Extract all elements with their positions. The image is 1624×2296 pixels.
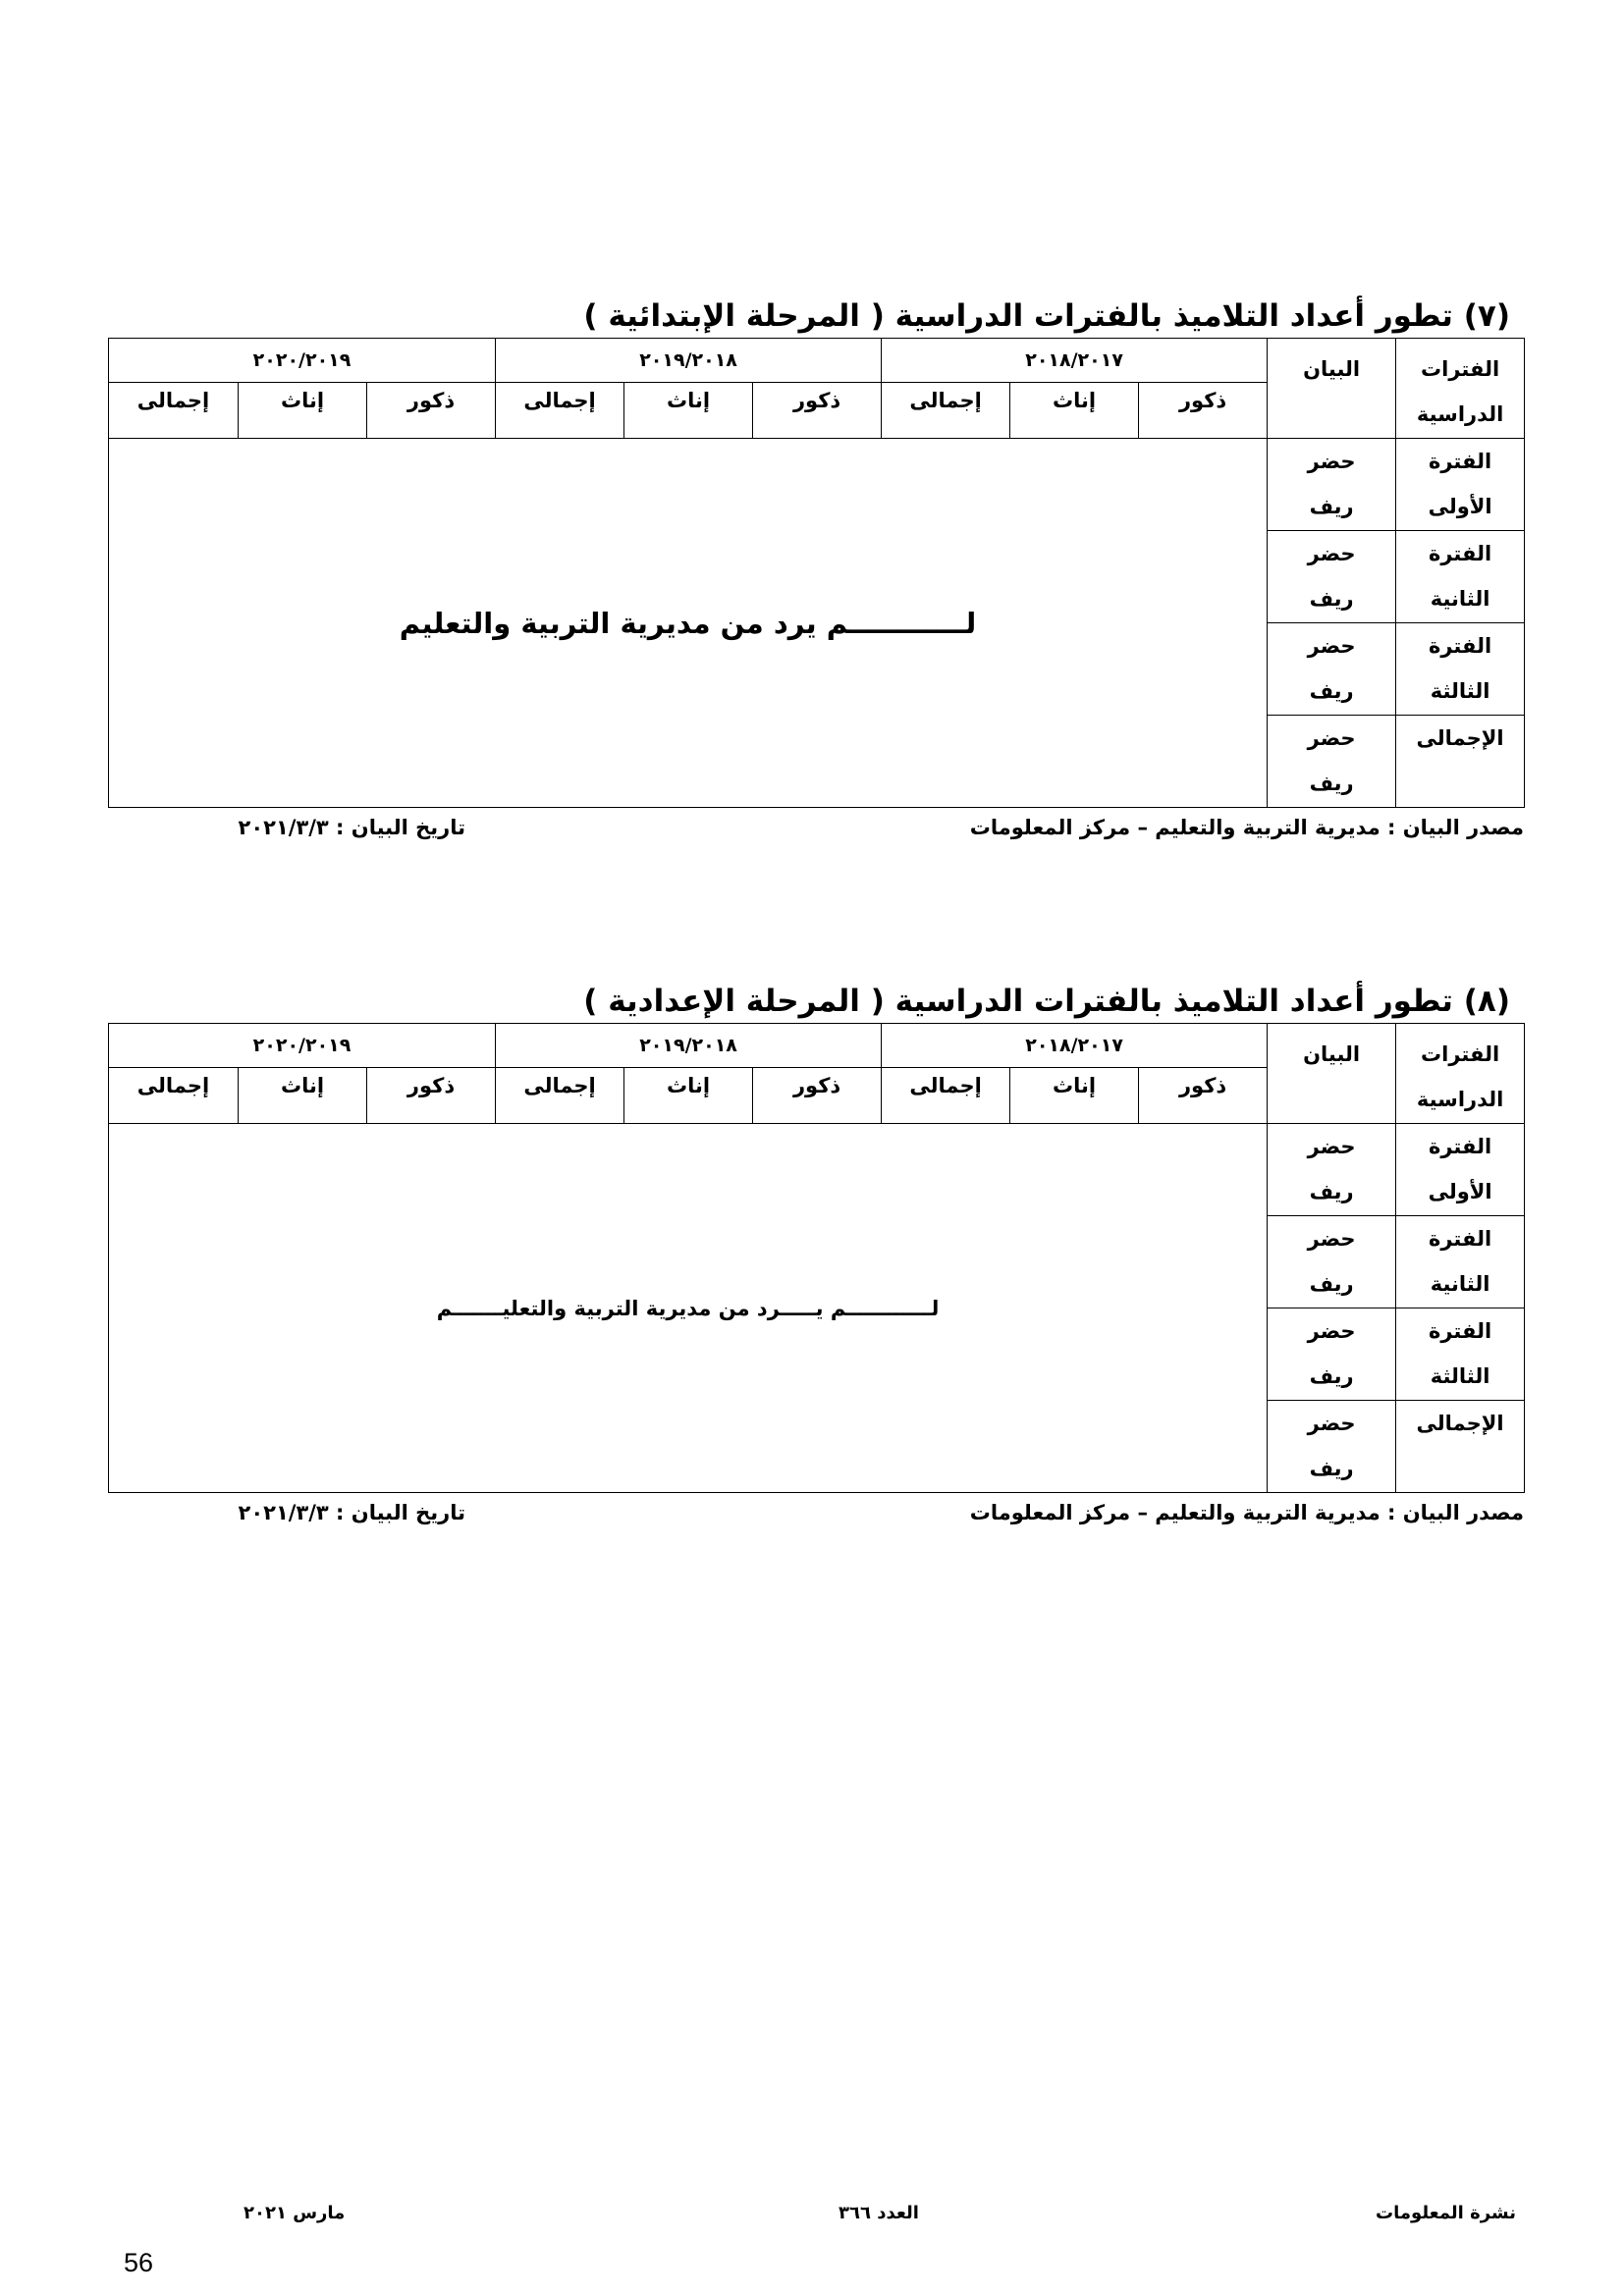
statement-header-label: البيان: [1303, 357, 1361, 381]
area-cell: حضر ريف: [1268, 1216, 1396, 1308]
females-header: إناث: [624, 383, 753, 439]
area-cell: حضر ريف: [1268, 439, 1396, 531]
males-header: ذكور: [367, 1068, 496, 1124]
footer-month: مارس ٢٠٢١: [244, 2203, 346, 2223]
year-header: ٢٠١٩/٢٠١٨: [496, 339, 882, 383]
total-header: إجمالى: [496, 1068, 624, 1124]
date-text: تاريخ البيان : ٢٠٢١/٣/٣: [238, 1501, 465, 1524]
females-header: إناث: [624, 1068, 753, 1124]
source-text: مصدر البيان : مديرية التربية والتعليم – مركز المعلومات: [969, 1501, 1524, 1524]
period-cell: الفترة الثالثة: [1396, 623, 1525, 716]
periods-header-line2: الدراسية: [1416, 402, 1504, 426]
source-line: [108, 1501, 1524, 1540]
total-header: إجمالى: [496, 383, 624, 439]
females-header: إناث: [239, 383, 367, 439]
statement-header: [1268, 339, 1396, 439]
students-table-preparatory: [108, 1023, 1525, 1493]
females-header: إناث: [239, 1068, 367, 1124]
page-number: 56: [124, 2248, 154, 2277]
footer-publication: نشرة المعلومات: [1376, 2203, 1516, 2223]
total-header: إجمالى: [109, 383, 239, 439]
statement-header: [1268, 1024, 1396, 1124]
year-header: ٢٠٢٠/٢٠١٩: [109, 1024, 496, 1068]
periods-header-line1: الفترات: [1421, 1042, 1500, 1066]
periods-header-line1: الفترات: [1421, 357, 1500, 381]
no-data-notice: لــــــــــــم يـــــرد من مديرية التربية والتعليـــــــم: [109, 1124, 1268, 1493]
area-cell: حضر ريف: [1268, 531, 1396, 623]
periods-header: [1396, 339, 1525, 439]
table-title: (٨) تطور أعداد التلاميذ بالفترات الدراسية ( المرحلة الإعدادية ): [583, 984, 1510, 1019]
period-cell: الفترة الأولى: [1396, 439, 1525, 531]
no-data-notice: لــــــــــــم يرد من مديرية التربية والتعليم: [109, 439, 1268, 808]
total-header: إجمالى: [882, 1068, 1010, 1124]
period-cell: الإجمالى: [1396, 1401, 1525, 1493]
source-line: [108, 816, 1524, 855]
date-text: تاريخ البيان : ٢٠٢١/٣/٣: [238, 816, 465, 839]
table-row: [109, 439, 1525, 531]
area-cell: حضر ريف: [1268, 1401, 1396, 1493]
females-header: إناث: [1010, 1068, 1139, 1124]
table-section-preparatory: [108, 980, 1524, 1540]
males-header: ذكور: [753, 1068, 882, 1124]
period-cell: الفترة الأولى: [1396, 1124, 1525, 1216]
area-cell: حضر ريف: [1268, 1124, 1396, 1216]
total-header: إجمالى: [109, 1068, 239, 1124]
area-cell: حضر ريف: [1268, 716, 1396, 808]
period-cell: الفترة الثانية: [1396, 1216, 1525, 1308]
period-cell: الإجمالى: [1396, 716, 1525, 808]
table-row: [109, 1124, 1525, 1216]
period-cell: الفترة الثالثة: [1396, 1308, 1525, 1401]
males-header: ذكور: [1139, 1068, 1268, 1124]
area-cell: حضر ريف: [1268, 623, 1396, 716]
females-header: إناث: [1010, 383, 1139, 439]
statement-header-label: البيان: [1303, 1042, 1361, 1066]
period-cell: الفترة الثانية: [1396, 531, 1525, 623]
year-header: ٢٠١٨/٢٠١٧: [882, 339, 1268, 383]
total-header: إجمالى: [882, 383, 1010, 439]
area-cell: حضر ريف: [1268, 1308, 1396, 1401]
page-footer: [0, 2203, 1624, 2232]
students-table-primary: [108, 338, 1525, 808]
year-header: ٢٠١٩/٢٠١٨: [496, 1024, 882, 1068]
footer-issue: العدد ٣٦٦: [839, 2203, 919, 2223]
males-header: ذكور: [1139, 383, 1268, 439]
periods-header: [1396, 1024, 1525, 1124]
table-title: (٧) تطور أعداد التلاميذ بالفترات الدراسية ( المرحلة الإبتدائية ): [583, 298, 1510, 334]
year-header: ٢٠١٨/٢٠١٧: [882, 1024, 1268, 1068]
males-header: ذكور: [753, 383, 882, 439]
year-header: ٢٠٢٠/٢٠١٩: [109, 339, 496, 383]
source-text: مصدر البيان : مديرية التربية والتعليم – مركز المعلومات: [969, 816, 1524, 839]
table-section-primary: [108, 294, 1524, 855]
males-header: ذكور: [367, 383, 496, 439]
periods-header-line2: الدراسية: [1416, 1088, 1504, 1111]
